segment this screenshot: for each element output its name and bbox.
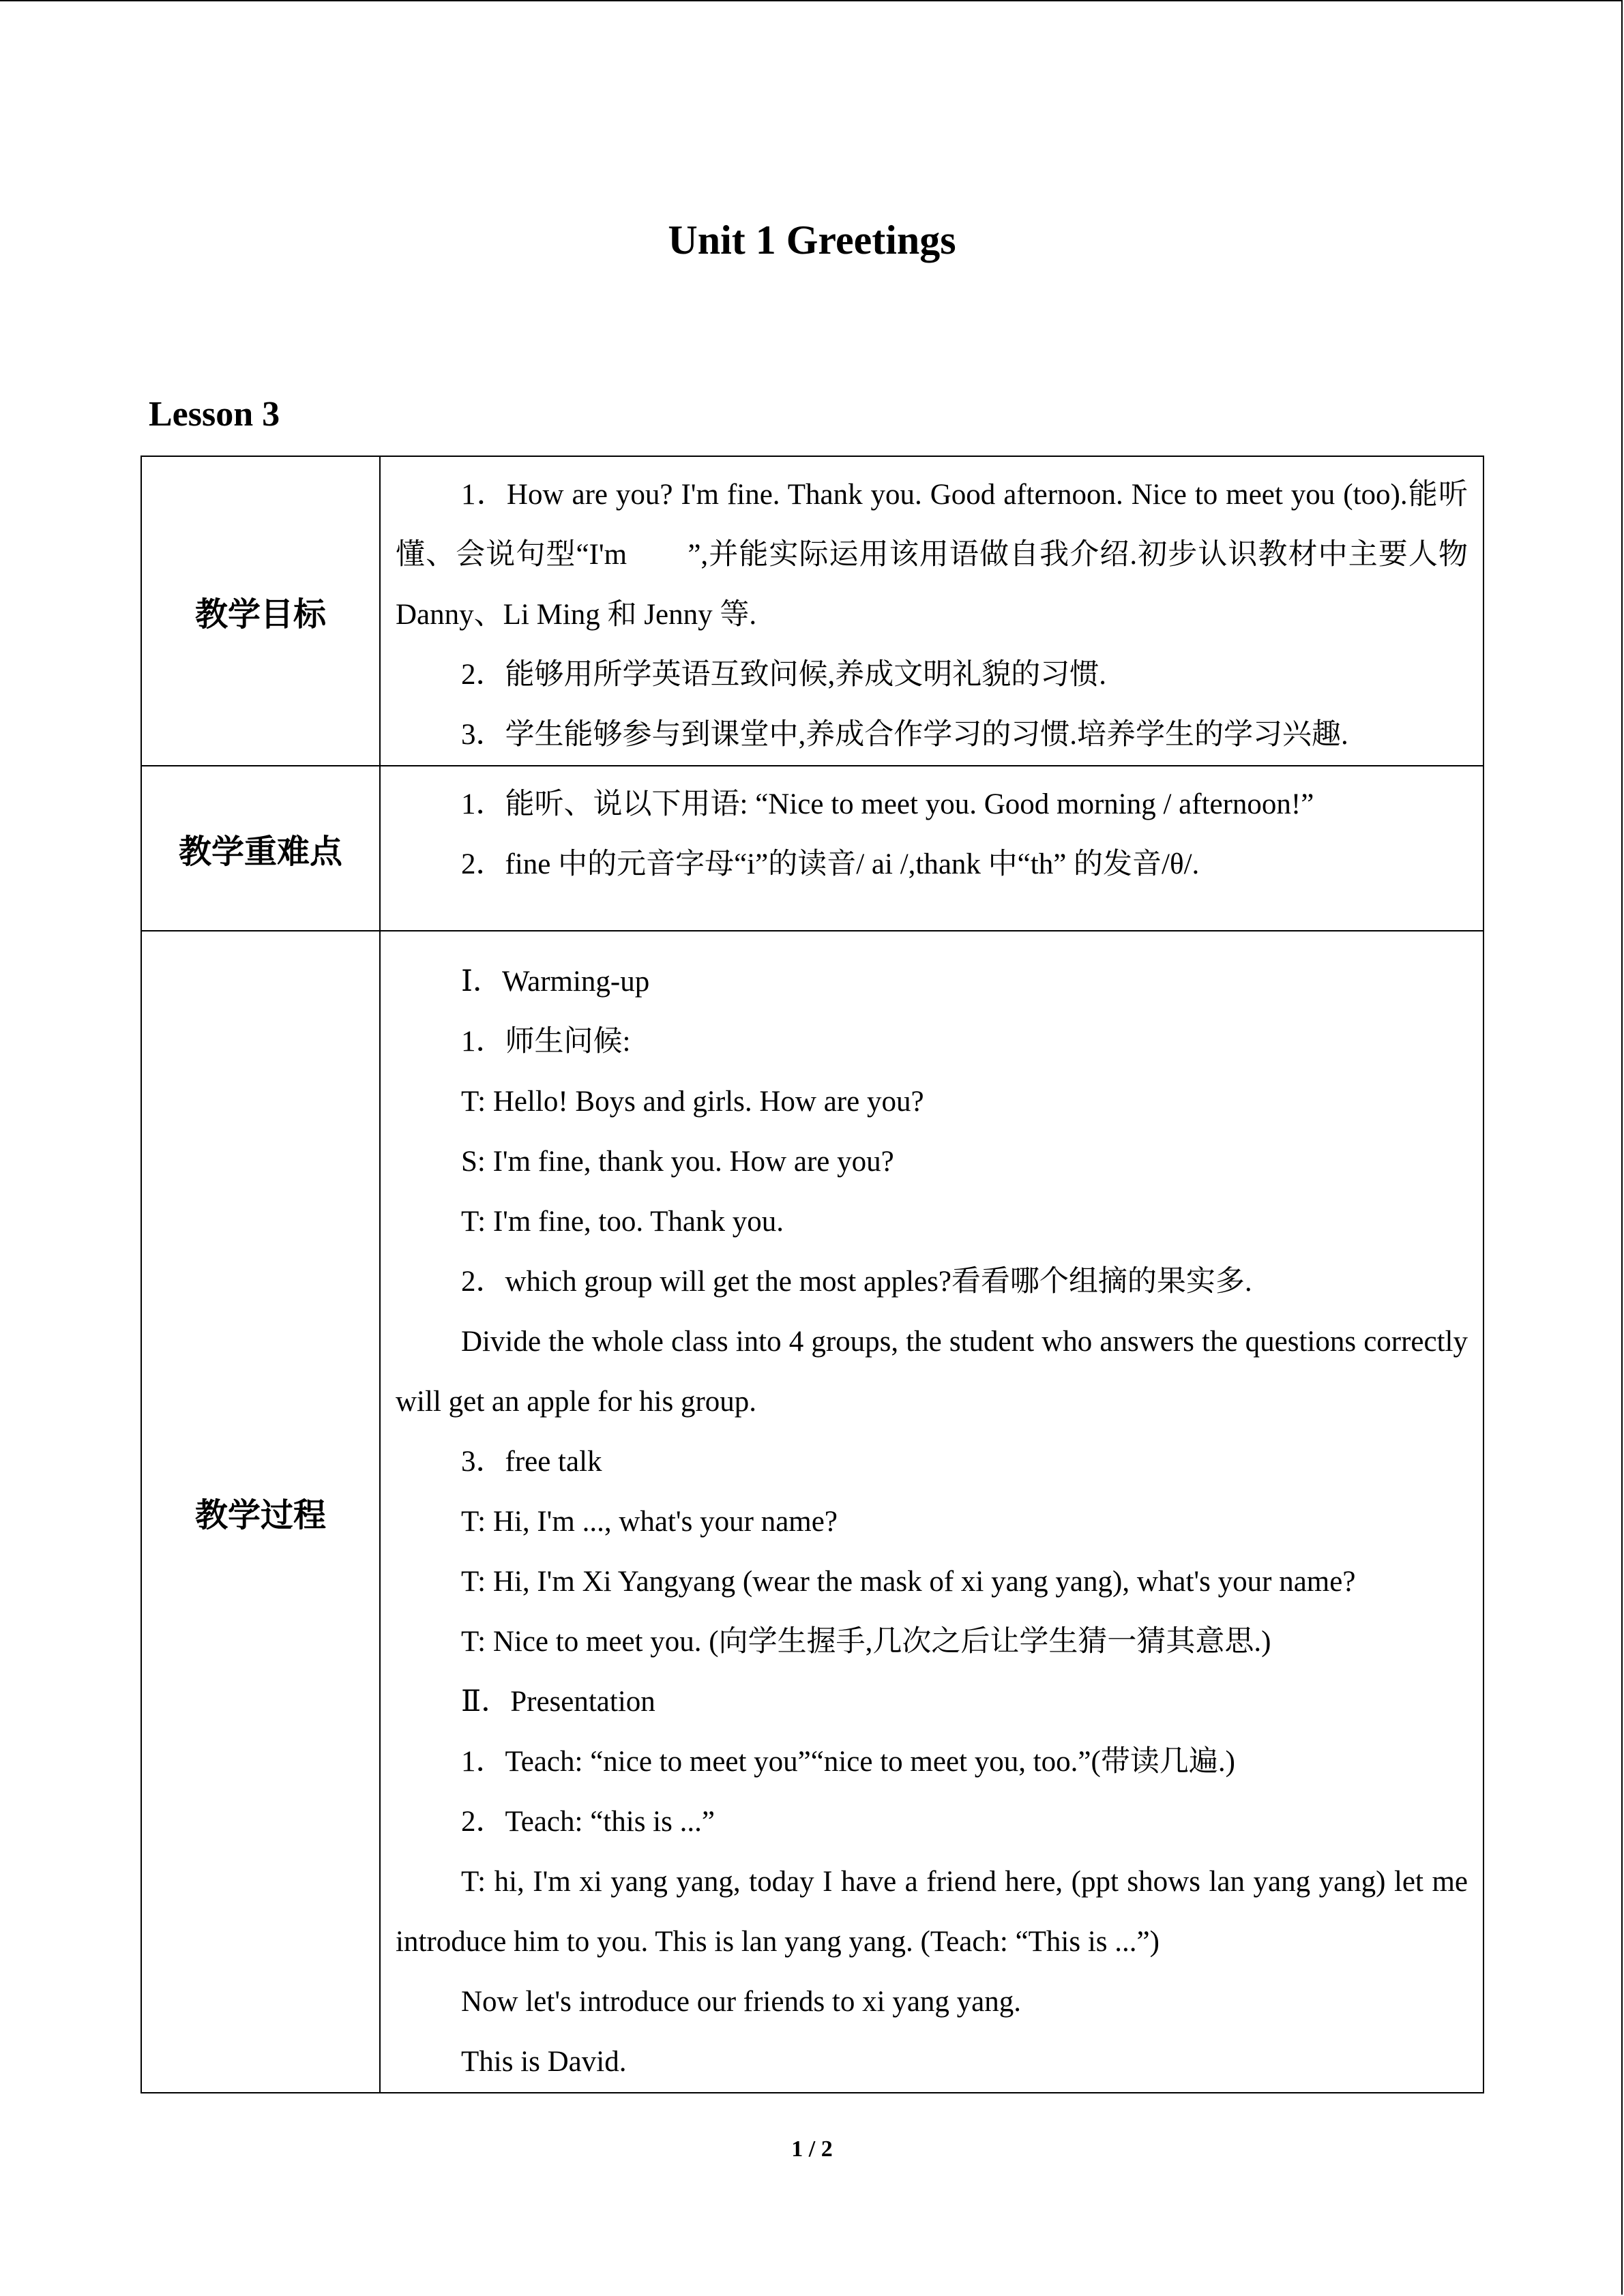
- process-paragraph: S: I'm fine, thank you. How are you?: [461, 1146, 894, 1178]
- process-paragraph: T: Nice to meet you. (向学生握手,几次之后让学生猜一猜其意思.): [461, 1626, 1271, 1658]
- goals-paragraph-2: 2．能够用所学英语互致问候,养成文明礼貌的习惯.: [461, 659, 1106, 691]
- goals-paragraph-3: 3．学生能够参与到课堂中,养成合作学习的习惯.培养学生的学习兴趣.: [461, 719, 1348, 751]
- goals-label: 教学目标: [141, 456, 380, 766]
- goals-content: [380, 456, 1483, 766]
- process-label: 教学过程: [141, 931, 380, 2093]
- process-paragraph: 3．free talk: [461, 1446, 602, 1478]
- key-points-label: 教学重难点: [141, 766, 380, 931]
- goals-paragraph-1: 1．How are you? I'm fine. Thank you. Good afternoon. Nice to meet you (too).能听懂、会说句型“I'm ”,并能实际运用该用语做自我介绍.初步认识教材中主要人物 Danny、Li Ming 和 Jenny 等.: [396, 479, 1468, 631]
- process-section-presentation: Ⅱ．Presentation: [461, 1686, 655, 1718]
- process-paragraph: Now let's introduce our friends to xi yang yang.: [461, 1986, 1021, 2018]
- process-paragraph: This is David.: [461, 2046, 627, 2078]
- lesson-heading: Lesson 3: [149, 395, 280, 434]
- process-paragraph: T: I'm fine, too. Thank you.: [461, 1206, 784, 1238]
- table-row-process: [141, 931, 1483, 2093]
- process-content: [380, 931, 1483, 2093]
- table-row-key-points: [141, 766, 1483, 931]
- key-points-content: [380, 766, 1483, 931]
- process-paragraph: T: hi, I'm xi yang yang, today I have a friend here, (ppt shows lan yang yang) let me introduce him to you. This is lan yang yang. (Teach: “This is ...”): [396, 1866, 1468, 1958]
- table-row-goals: [141, 456, 1483, 766]
- key-points-paragraph-1: 1．能听、说以下用语: “Nice to meet you. Good morning / afternoon!”: [461, 788, 1314, 820]
- process-section-warming-up: Ⅰ．Warming-up: [461, 966, 650, 998]
- process-paragraph: T: Hi, I'm Xi Yangyang (wear the mask of xi yang yang), what's your name?: [461, 1566, 1356, 1598]
- process-paragraph: 1．Teach: “nice to meet you”“nice to meet you, too.”(带读几遍.): [461, 1746, 1235, 1778]
- process-paragraph: 2．Teach: “this is ...”: [461, 1806, 715, 1838]
- process-paragraph: T: Hi, I'm ..., what's your name?: [461, 1506, 838, 1538]
- document-title: Unit 1 Greetings: [668, 218, 956, 263]
- process-paragraph: 2．which group will get the most apples?看看哪个组摘的果实多.: [461, 1266, 1252, 1298]
- process-paragraph: T: Hello! Boys and girls. How are you?: [461, 1086, 924, 1118]
- key-points-paragraph-2: 2．fine 中的元音字母“i”的读音/ ai /,thank 中“th” 的发音/θ/.: [461, 848, 1200, 880]
- process-paragraph: 1．师生问候:: [461, 1026, 631, 1058]
- process-paragraph: Divide the whole class into 4 groups, the student who answers the questions correctly will get an apple for his group.: [396, 1326, 1468, 1418]
- page-indicator: 1 / 2: [791, 2136, 833, 2162]
- lesson-plan-table: [141, 456, 1484, 2093]
